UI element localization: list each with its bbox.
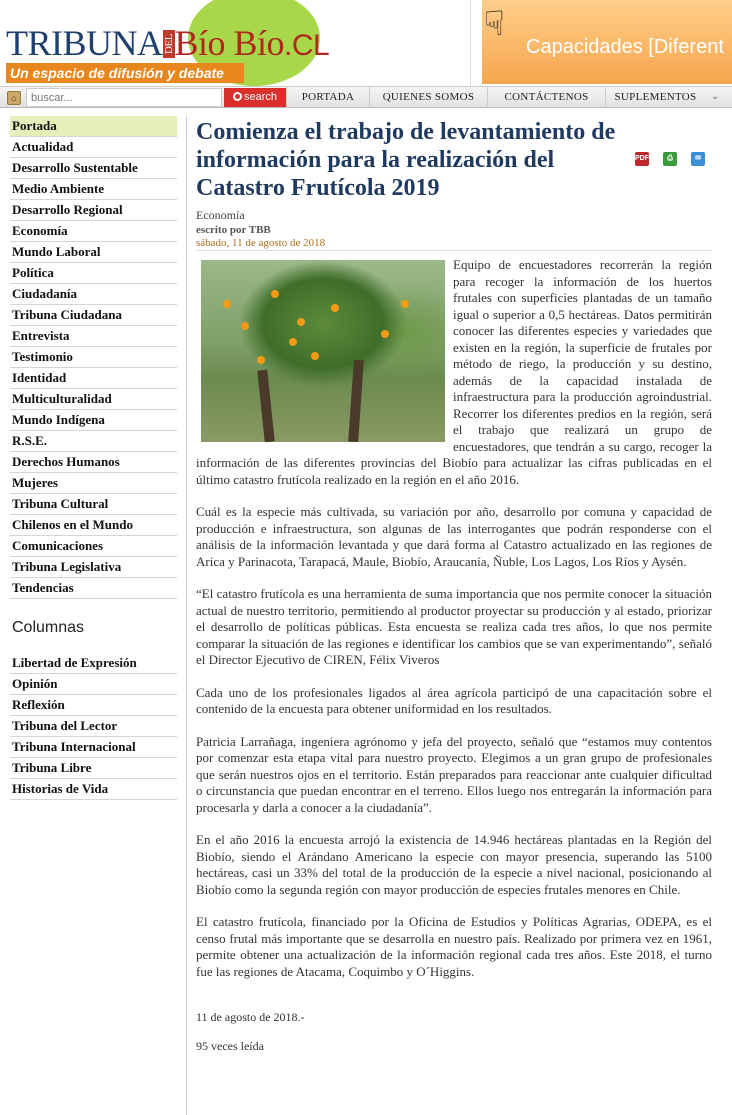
sidebar-item[interactable]: Mundo Indígena xyxy=(10,410,177,431)
nav-quienes-somos[interactable]: QUIENES SOMOS xyxy=(369,87,487,108)
sidebar-item[interactable]: Mujeres xyxy=(10,473,177,494)
sidebar-item[interactable]: Mundo Laboral xyxy=(10,242,177,263)
search-button-label: search xyxy=(243,91,278,103)
sidebar-item[interactable]: R.S.E. xyxy=(10,431,177,452)
article-paragraph: “El catastro frutícola es una herramienta de suma importancia que nos permite conocer la situación actual de nuestro territorio, permitiendo al productor proyectar su producción y al estado, priorizar el desarrollo de políticas públicas. Esta encuesta se realiza cada tres años, lo que nos permite comparar la situación de las regiones e identificar los cambios que se van experimentando”, señaló el Director Ejecutivo de CIREN, Félix Viveros xyxy=(196,586,712,667)
orange-fruit xyxy=(401,300,409,308)
sidebar-item[interactable]: Tribuna Ciudadana xyxy=(10,305,177,326)
email-icon[interactable]: ✉ xyxy=(691,152,705,166)
article-footer-date: 11 de agosto de 2018.- xyxy=(196,1010,305,1024)
sidebar-item[interactable]: Tribuna Legislativa xyxy=(10,557,177,578)
sidebar-item[interactable]: Comunicaciones xyxy=(10,536,177,557)
orange-tree-photo xyxy=(201,260,445,442)
print-icon[interactable]: ⎙ xyxy=(663,152,677,166)
sidebar-item[interactable]: Tendencias xyxy=(10,578,177,599)
banner-ad-text: Capacidades [Diferent xyxy=(526,36,724,58)
orange-fruit xyxy=(331,304,339,312)
sidebar-item[interactable]: Testimonio xyxy=(10,347,177,368)
site-logo[interactable] xyxy=(0,0,470,86)
sidebar-sections xyxy=(10,116,177,599)
orange-fruit xyxy=(223,300,231,308)
sidebar-columna-item[interactable]: Tribuna del Lector xyxy=(10,716,177,737)
orange-fruit xyxy=(297,318,305,326)
chevron-down-icon[interactable]: ⌄ xyxy=(711,91,720,102)
sidebar-columna-item[interactable]: Tribuna Libre xyxy=(10,758,177,779)
column-divider xyxy=(186,116,187,1115)
sidebar-item[interactable]: Multiculturalidad xyxy=(10,389,177,410)
article-paragraph: Equipo de encuestadores recorrerán la región para recoger la información de los huertos frutales con superficies plantadas de un tamaño igual o superior a 0,5 hectáreas. Datos permitirán conocer las diferentes especies y variedades que existen en la región, la superficie de frutales por método de riego, la producción y su destino, además de la capacidad instalada de infraestructura para la producción agroindustrial. Recorrer los diferentes predios en la región, será el trabajo que realizará un grupo de encuestadores, que tendrán a su cargo, recoger la información de las diferentes provincias del Biobío para actualizar las cifras publicadas en el último catastro frutícola realizado en la región en el año 2016. xyxy=(196,257,712,487)
sidebar-columna-item[interactable]: Opinión xyxy=(10,674,177,695)
search-input[interactable] xyxy=(26,88,222,107)
article-paragraph: El catastro frutícola, financiado por la Oficina de Estudios y Políticas Agrarias, ODEPA, es el censo frutal más importante que se desarrolla en nuestro país. Realizado por primera vez en 1961, permite obtener una actualización de la información regional cada tres años. Este 2018, el turno fue las regiones de Atacama, Coquimbo y O´Higgins. xyxy=(196,914,712,979)
orange-fruit xyxy=(257,356,265,364)
article-paragraph: Cada uno de los profesionales ligados al área agrícola participó de una capacitación sobre el contenido de la encuesta para obtener uniformidad en los resultados. xyxy=(196,684,712,716)
orange-fruit xyxy=(289,338,297,346)
site-header xyxy=(0,0,732,86)
logo-main-text: TRIBUNA xyxy=(6,23,163,63)
sidebar-columna-item[interactable]: Reflexión xyxy=(10,695,177,716)
search-button[interactable] xyxy=(224,88,286,107)
columnas-heading: Columnas xyxy=(12,619,85,636)
article-paragraph: Patricia Larrañaga, ingeniera agrónomo y jefa del proyecto, señaló que “estamos muy contentos por comenzar esta etapa vital para nuestro proyecto. Elegimos a un gran grupo de profesionales que serán nuestros ojos en el territorio. Están preparados para reaccionar ante cualquier dificultad o circunstancia que puedan encontrar en el terreno. Ellos luego nos entregarán la información para procesarla y darla a conocer a la ciudadanía”. xyxy=(196,733,712,815)
article-title: Comienza el trabajo de levantamiento de información para la realización del Catastro Frutícola 2019 xyxy=(196,119,616,201)
banner-ad[interactable] xyxy=(482,0,732,84)
sidebar-item[interactable]: Identidad xyxy=(10,368,177,389)
sidebar-columna-item[interactable]: Libertad de Expresión xyxy=(10,653,177,674)
logo-bio-text: Bío Bío xyxy=(174,23,285,63)
article-paragraph: En el año 2016 la encuesta arrojó la existencia de 14.946 hectáreas plantadas en la Región del Biobío, siendo el Arándano Americano la especie con mayor presencia, superando las 5100 hectáreas, casi un 33% del total de la producción de la especie a nivel nacional, posicionando al Biobío como la segunda región con mayor producción de especies frutales menores en Chile. xyxy=(196,832,712,897)
search-icon xyxy=(233,92,242,101)
sidebar-item[interactable]: Política xyxy=(10,263,177,284)
logo-cl-text: .CL xyxy=(284,29,330,62)
logo-tagline: Un espacio de difusión y debate xyxy=(6,63,244,83)
sidebar-item[interactable]: Economía xyxy=(10,221,177,242)
sidebar-item[interactable]: Medio Ambiente xyxy=(10,179,177,200)
sidebar-item[interactable]: Chilenos en el Mundo xyxy=(10,515,177,536)
sidebar xyxy=(10,116,177,800)
sidebar-item[interactable]: Derechos Humanos xyxy=(10,452,177,473)
orange-fruit xyxy=(271,290,279,298)
orange-fruit xyxy=(241,322,249,330)
sidebar-item[interactable]: Desarrollo Regional xyxy=(10,200,177,221)
sidebar-columna-item[interactable]: Historias de Vida xyxy=(10,779,177,800)
home-icon[interactable]: ⌂ xyxy=(7,91,21,105)
orange-fruit xyxy=(381,330,389,338)
article-paragraph: Cuál es la especie más cultivada, su variación por año, desarrollo por comuna y capacidad de producción e infraestructura, son algunas de las interrogantes que podrán responderse con el análisis de la información levantada y que dará forma al Catastro actualizado en las regiones de Arica y Parinacota, Tarapacá, Maule, Biobío, Araucanía, Ñuble, Los Lagos, Los Ríos y Aysén. xyxy=(196,504,712,569)
sidebar-item[interactable]: Entrevista xyxy=(10,326,177,347)
header-divider xyxy=(470,0,471,86)
nav-portada[interactable]: PORTADA xyxy=(286,87,369,108)
tree-trunk xyxy=(257,370,274,442)
pdf-icon[interactable]: PDF xyxy=(635,152,649,166)
article-date: sábado, 11 de agosto de 2018 xyxy=(196,237,712,251)
tree-trunk xyxy=(348,360,364,442)
logo-title xyxy=(6,22,329,64)
sidebar-item[interactable]: Desarrollo Sustentable xyxy=(10,158,177,179)
sidebar-item[interactable]: Actualidad xyxy=(10,137,177,158)
sidebar-item[interactable]: Portada xyxy=(10,116,177,137)
sidebar-item[interactable]: Ciudadanía xyxy=(10,284,177,305)
article-body xyxy=(196,257,712,980)
article-view-count: 95 veces leída xyxy=(196,1039,264,1053)
nav-contactenos[interactable]: CONTÁCTENOS xyxy=(487,87,605,108)
pointing-hand-icon: ☟ xyxy=(484,6,505,43)
article-category[interactable]: Economía xyxy=(196,208,245,222)
sidebar-columnas xyxy=(10,653,177,800)
sidebar-columna-item[interactable]: Tribuna Internacional xyxy=(10,737,177,758)
nav-suplementos[interactable]: SUPLEMENTOS xyxy=(605,87,705,108)
sidebar-item[interactable]: Tribuna Cultural xyxy=(10,494,177,515)
main-navbar xyxy=(0,86,732,108)
article-author: escrito por TBB xyxy=(196,224,271,236)
orange-fruit xyxy=(311,352,319,360)
logo-del-text: DEL xyxy=(163,30,175,58)
article xyxy=(196,118,712,1054)
